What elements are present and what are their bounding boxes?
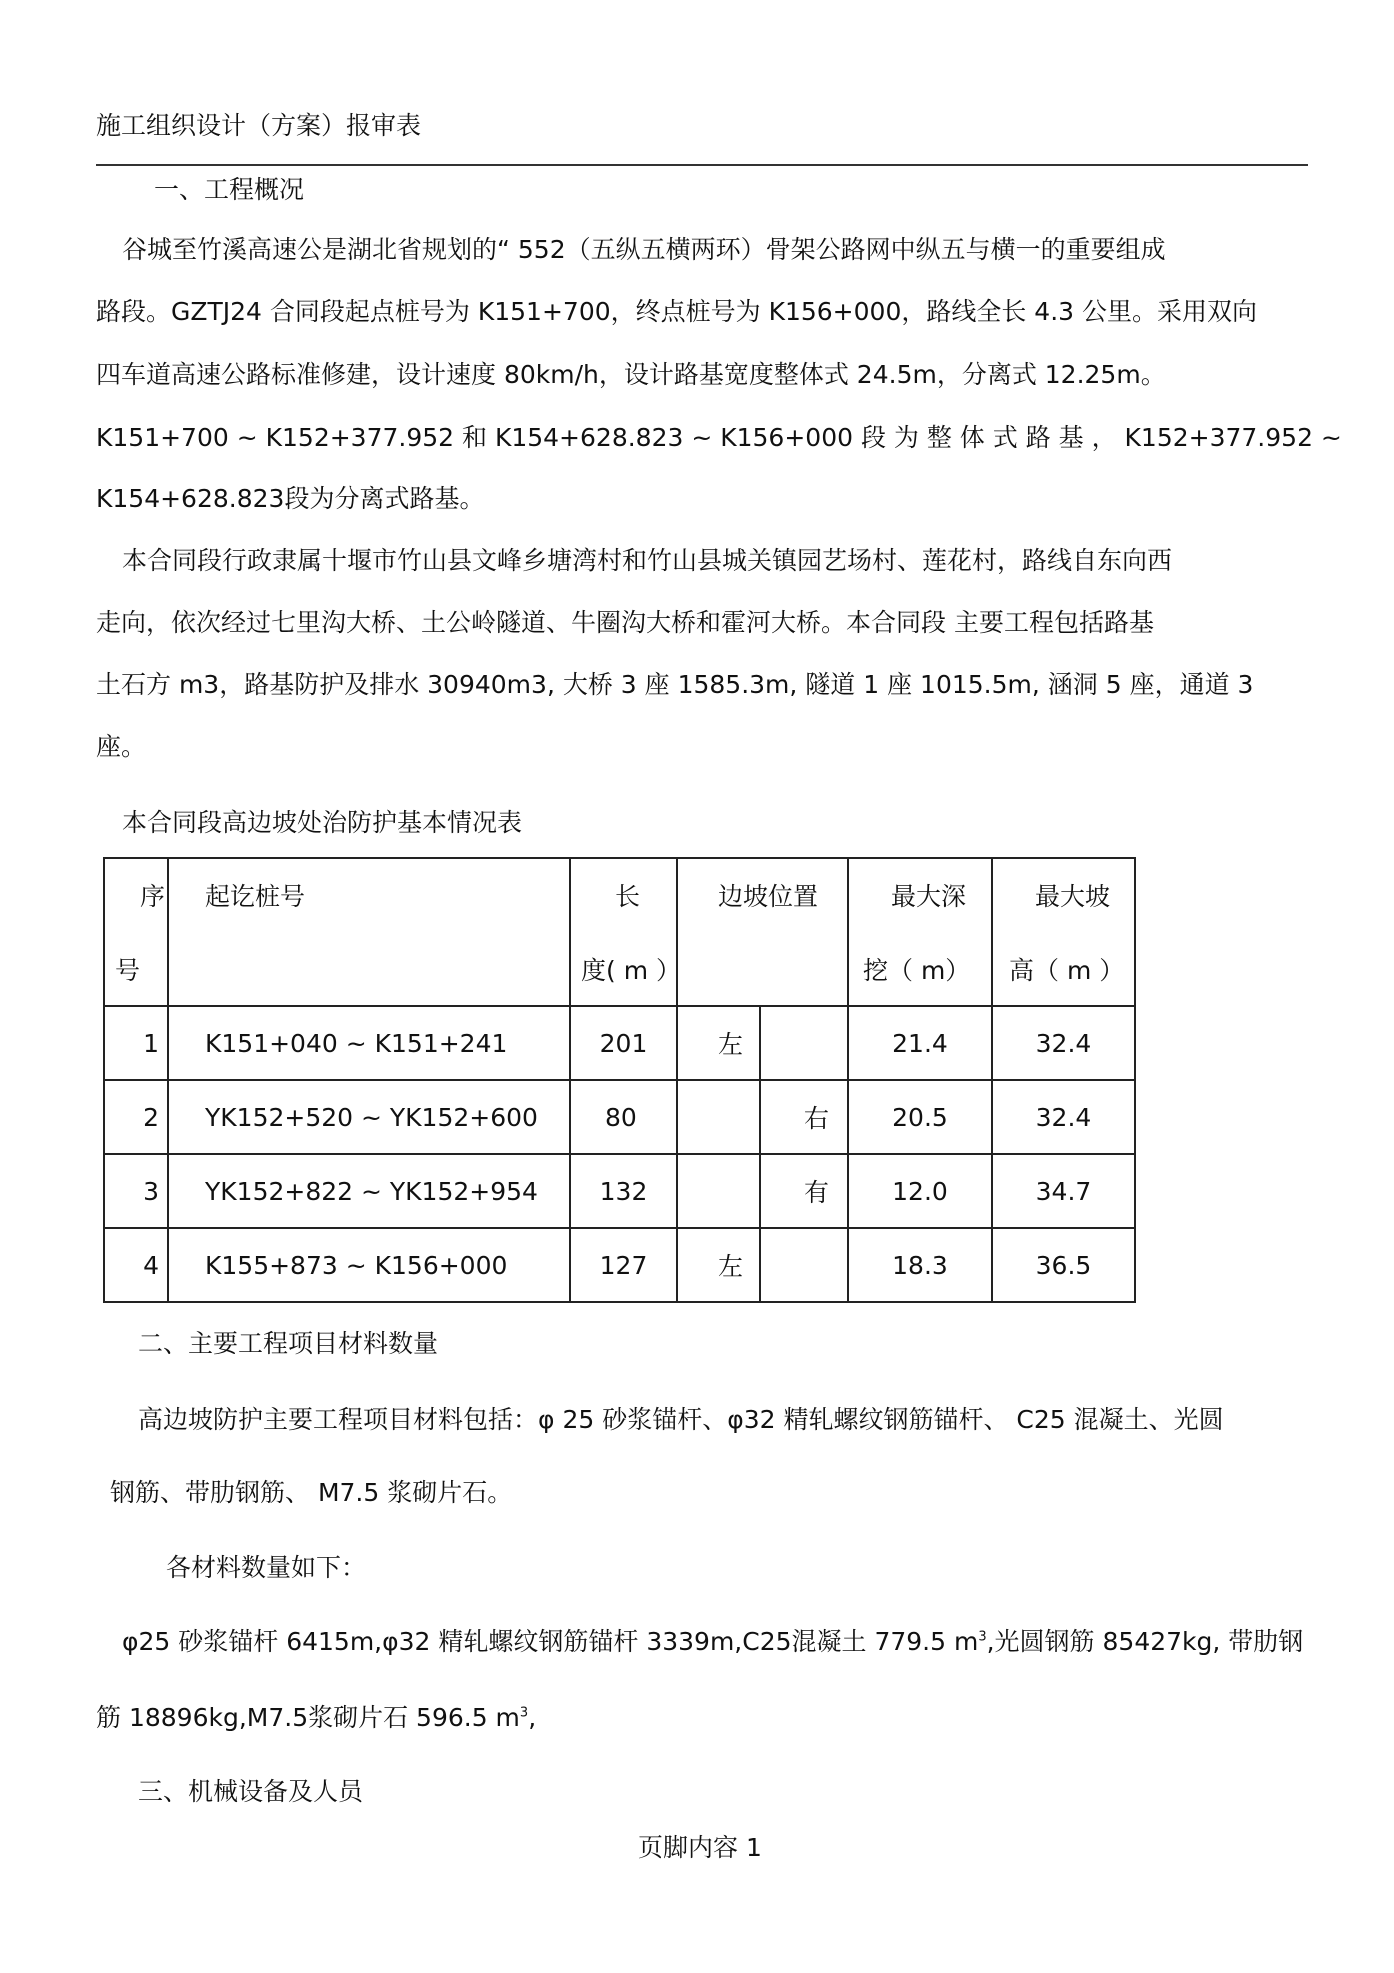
header-max-height: [992, 858, 1135, 1006]
paragraph-line: K154+628.823段为分离式路基。: [96, 484, 485, 513]
paragraph-line: 谷城至竹溪高速公是湖北省规划的“ 552（五纵五横两环）骨架公路网中纵五与横一的重要组成: [122, 235, 1166, 264]
table-row: [104, 1154, 1135, 1228]
superscript-3: 3: [519, 1705, 529, 1721]
paragraph-line: K151+700 ~ K152+377.952 和 K154+628.823 ~ K156+000 段 为 整 体 式 路 基 ， K152+377.952 ~: [96, 423, 1342, 452]
paragraph-line: 座。: [96, 732, 147, 761]
header-divider: [96, 164, 1308, 166]
header-max-height-top: 最大坡: [1035, 882, 1111, 911]
header-max-depth: [848, 858, 992, 1006]
table-row: [104, 1006, 1135, 1080]
materials-text: 筋 18896kg,M7.5浆砌片石 596.5 m: [96, 1703, 520, 1732]
cell-height: 32.4: [992, 1006, 1135, 1080]
paragraph-line: 四车道高速公路标准修建，设计速度 80km/h，设计路基宽度整体式 24.5m，分离式 12.25m。: [96, 360, 1166, 389]
header-seq-top: 序: [139, 882, 165, 911]
header-length-top: 长: [615, 882, 641, 911]
cell-left: 左: [677, 1228, 760, 1302]
header-seq-bottom: 号: [115, 956, 141, 985]
cell-station: YK152+520 ~ YK152+600: [168, 1080, 570, 1154]
cell-right: 右: [760, 1080, 848, 1154]
cell-length: 132: [570, 1154, 677, 1228]
paragraph-line: 土石方 m3，路基防护及排水 30940m3, 大桥 3 座 1585.3m, 隧道 1 座 1015.5m, 涵洞 5 座，通道 3: [96, 670, 1254, 699]
header-slope-position-label: 边坡位置: [718, 882, 819, 911]
cell-depth: 18.3: [848, 1228, 992, 1302]
cell-length: 201: [570, 1006, 677, 1080]
materials-text: ,: [528, 1703, 537, 1732]
section-1-title: 一、工程概况: [154, 175, 305, 204]
paragraph-line: 走向，依次经过七里沟大桥、土公岭隧道、牛圈沟大桥和霍河大桥。本合同段 主要工程包括路基: [96, 608, 1154, 637]
cell-length: 80: [570, 1080, 677, 1154]
header-max-depth-bottom: 挖（ m）: [863, 956, 971, 985]
paragraph-line: 高边坡防护主要工程项目材料包括：φ 25 砂浆锚杆、φ32 精轧螺纹钢筋锚杆、 C25 混凝土、光圆: [138, 1405, 1224, 1434]
page-footer: 页脚内容 1: [638, 1833, 762, 1862]
slope-table: [103, 857, 1136, 1303]
header-max-depth-top: 最大深: [891, 882, 967, 911]
table-caption: 本合同段高边坡处治防护基本情况表: [122, 808, 523, 837]
section-2-title: 二、主要工程项目材料数量: [138, 1329, 439, 1358]
cell-length: 127: [570, 1228, 677, 1302]
header-length: [570, 858, 682, 1006]
superscript-3: 3: [978, 1629, 987, 1645]
cell-right: [760, 1228, 848, 1302]
cell-no: 1: [104, 1006, 168, 1080]
table-row: [104, 1228, 1135, 1302]
cell-height: 32.4: [992, 1080, 1135, 1154]
paragraph-line: 路段。GZTJ24 合同段起点桩号为 K151+700，终点桩号为 K156+000，路线全长 4.3 公里。采用双向: [96, 297, 1258, 326]
cell-depth: 21.4: [848, 1006, 992, 1080]
header-max-height-bottom: 高（ m ）: [1009, 956, 1125, 985]
materials-text: ,光圆钢筋 85427kg, 带肋钢: [986, 1627, 1304, 1656]
cell-depth: 12.0: [848, 1154, 992, 1228]
table-row: [104, 1080, 1135, 1154]
header-slope-position: [677, 858, 848, 1006]
cell-no: 4: [104, 1228, 168, 1302]
paragraph-line: 钢筋、带肋钢筋、 M7.5 浆砌片石。: [110, 1478, 513, 1507]
paragraph-line: 各材料数量如下：: [166, 1553, 367, 1582]
paragraph-line: 本合同段行政隶属十堰市竹山县文峰乡塘湾村和竹山县城关镇园艺场村、莲花村，路线自东向西: [122, 546, 1173, 575]
cell-height: 36.5: [992, 1228, 1135, 1302]
cell-height: 34.7: [992, 1154, 1135, 1228]
header-station-label: 起讫桩号: [205, 882, 306, 911]
cell-station: YK152+822 ~ YK152+954: [168, 1154, 570, 1228]
cell-no: 3: [104, 1154, 168, 1228]
cell-left: [677, 1154, 760, 1228]
cell-right: [760, 1006, 848, 1080]
cell-station: K155+873 ~ K156+000: [168, 1228, 570, 1302]
cell-depth: 20.5: [848, 1080, 992, 1154]
header-station: [168, 858, 570, 1006]
cell-no: 2: [104, 1080, 168, 1154]
cell-left: [677, 1080, 760, 1154]
materials-line-2: [96, 1698, 536, 1734]
header-length-bottom: 度( m ）: [581, 956, 682, 985]
section-3-title: 三、机械设备及人员: [138, 1777, 364, 1806]
header-seq: [104, 858, 168, 1006]
materials-text: φ25 砂浆锚杆 6415m,φ32 精轧螺纹钢筋锚杆 3339m,C25混凝土 779.5 m: [122, 1627, 979, 1656]
cell-left: 左: [677, 1006, 760, 1080]
materials-line-1: [122, 1622, 1303, 1658]
cell-station: K151+040 ~ K151+241: [168, 1006, 570, 1080]
table-header-row: [104, 858, 1135, 1006]
page-title: 施工组织设计（方案）报审表: [96, 111, 422, 140]
cell-right: 有: [760, 1154, 848, 1228]
